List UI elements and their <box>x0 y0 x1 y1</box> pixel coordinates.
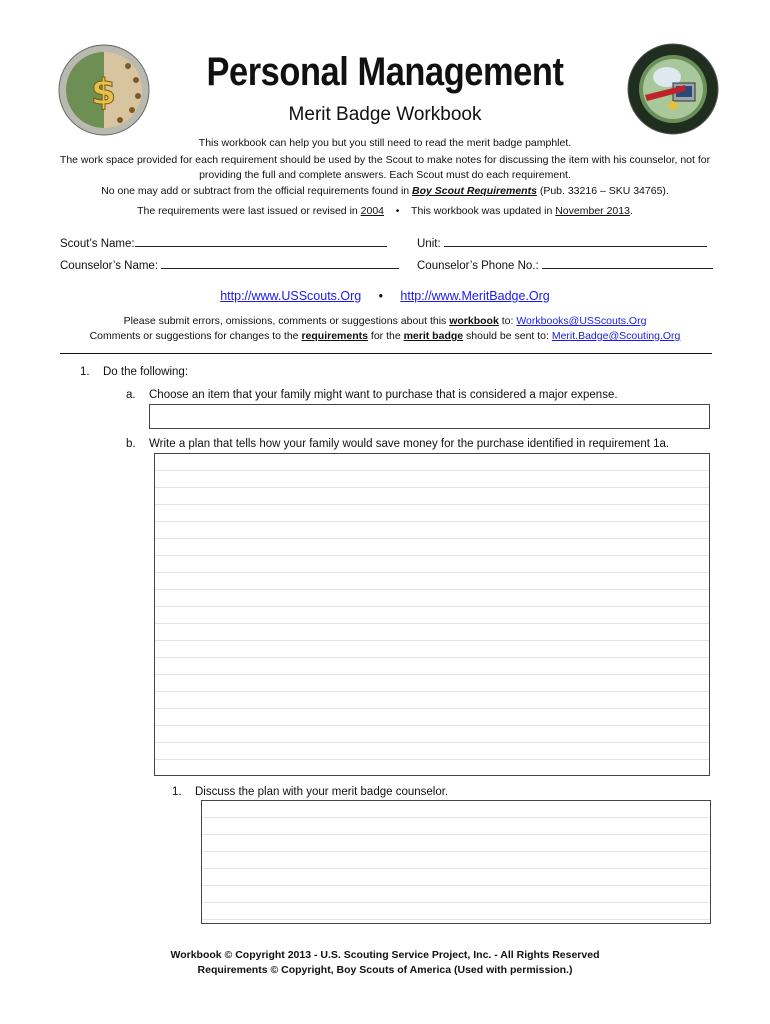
intro-line: This workbook can help you but you still need to read the merit badge pamphlet. <box>198 137 572 149</box>
requirement-1b-answer-box[interactable] <box>154 453 710 776</box>
counselor-name-label: Counselor’s Name: <box>60 260 159 272</box>
text: should be sent to: <box>463 330 552 342</box>
merit-badge-email-link[interactable]: Merit.Badge@Scouting.Org <box>551 330 681 342</box>
requirement-1b1-number: 1. <box>172 786 182 798</box>
website-links <box>0 289 770 303</box>
merit-badge-term: merit badge <box>403 330 464 342</box>
requirement-1b-text: Write a plan that tells how your family would save money for the purchase identified in requirement 1a. <box>149 438 670 450</box>
requirement-1b-letter: b. <box>126 438 136 450</box>
boy-scout-requirements-link[interactable]: Boy Scout Requirements <box>412 185 537 197</box>
requirements-term: requirements <box>301 330 368 342</box>
meritbadge-link[interactable]: http://www.MeritBadge.Org <box>400 289 550 303</box>
counselor-phone-line[interactable] <box>542 258 713 269</box>
revision-year: 2004 <box>360 205 385 217</box>
requirement-1b1-text: Discuss the plan with your merit badge counselor. <box>195 786 449 798</box>
page-title: Personal Management <box>206 50 564 94</box>
text: for the <box>367 330 404 342</box>
counselor-name-field[interactable] <box>60 258 399 272</box>
text: The requirements were last issued or revised in <box>137 205 361 217</box>
requirement-1-text: Do the following: <box>103 366 189 378</box>
counselor-name-line[interactable] <box>161 258 399 269</box>
requirement-1a-letter: a. <box>126 389 136 401</box>
scout-name-label: Scout’s Name: <box>60 238 135 250</box>
text: to: <box>498 315 517 327</box>
counselor-phone-label: Counselor’s Phone No.: <box>417 260 539 272</box>
footer-copyright-workbook: Workbook © Copyright 2013 - U.S. Scouting Service Project, Inc. - All Rights Reserved <box>170 949 600 961</box>
bullet-separator: • <box>378 289 384 303</box>
text: Please submit errors, omissions, comments or suggestions about this <box>123 315 450 327</box>
submit-line <box>40 314 730 329</box>
text: No one may add or subtract from the official requirements found in <box>101 185 413 197</box>
page-subtitle: Merit Badge Workbook <box>288 104 482 125</box>
text: . <box>629 205 633 217</box>
workbook-term: workbook <box>449 315 499 327</box>
intro-paragraph <box>40 153 730 183</box>
requirement-1a-text: Choose an item that your family might want to purchase that is considered a major expense. <box>149 389 618 401</box>
unit-label: Unit: <box>417 238 441 250</box>
requirement-1b1-answer-box[interactable] <box>201 800 711 924</box>
text: (Pub. 33216 – SKU 34765). <box>536 185 669 197</box>
divider <box>60 353 712 354</box>
scout-name-field[interactable] <box>60 236 387 250</box>
text: Comments or suggestions for changes to the <box>89 330 302 342</box>
requirement-1a-answer-box[interactable] <box>149 404 710 429</box>
scout-name-line[interactable] <box>135 236 387 247</box>
revision-line <box>40 204 730 219</box>
bullet-separator: • <box>395 205 400 217</box>
unit-field[interactable] <box>417 236 707 250</box>
usscouts-link[interactable]: http://www.USScouts.Org <box>220 289 362 303</box>
text: This workbook was updated in <box>411 205 556 217</box>
dollar-glyph: $ <box>91 72 117 113</box>
counselor-phone-field[interactable] <box>417 258 713 272</box>
requirements-source-line <box>40 184 730 199</box>
intro-line: providing the full and complete answers. Each Scout must do each requirement. <box>199 169 571 181</box>
workbooks-email-link[interactable]: Workbooks@USScouts.Org <box>516 315 647 327</box>
requirement-1-number: 1. <box>80 366 90 378</box>
comments-line <box>40 329 730 344</box>
update-date: November 2013 <box>555 205 630 217</box>
unit-line[interactable] <box>444 236 707 247</box>
intro-line: The work space provided for each requirement should be used by the Scout to make notes for discussing the item with his counselor, not for <box>59 154 711 166</box>
footer-copyright-requirements: Requirements © Copyright, Boy Scouts of America (Used with permission.) <box>197 964 573 976</box>
